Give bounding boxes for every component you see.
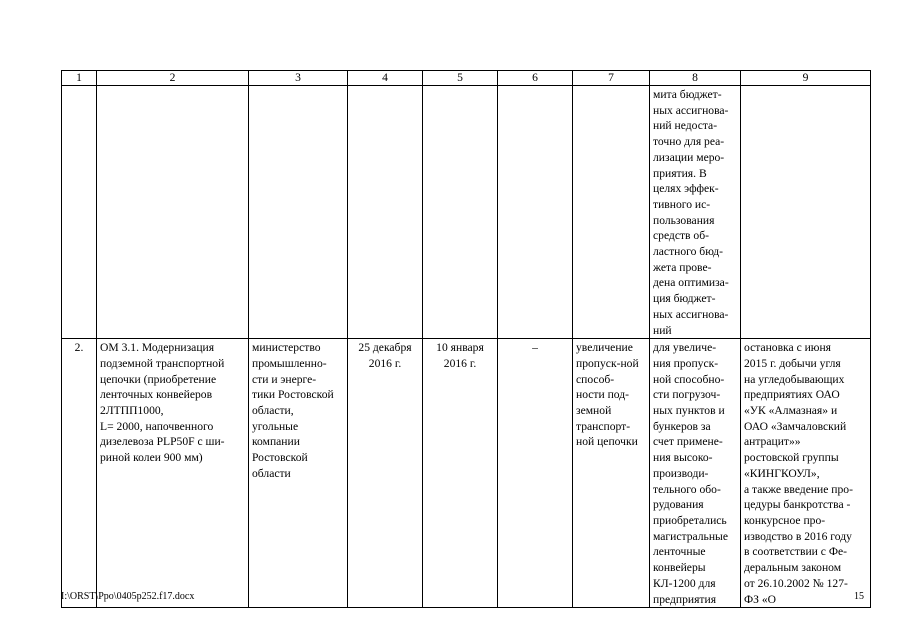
cell-text-line: ных пунктов и [653, 404, 725, 418]
cell-text-line: дизелевоза PLP50F с ши- [100, 435, 225, 449]
header-row [62, 71, 871, 86]
cell-text-line: конкурсное про- [744, 513, 826, 527]
cell-text-line: бункеров за [653, 419, 711, 433]
header-cell: 4 [348, 71, 423, 86]
table-row-continuation [62, 86, 871, 339]
cell-text-line: антрацит»» [744, 435, 801, 449]
cell-text-line: а также введение про- [744, 482, 853, 496]
cell-text-line: мита бюджет- [653, 88, 722, 101]
header-cell: 5 [423, 71, 498, 86]
cell-text-line: способ- [576, 372, 615, 386]
cell-text-line: ных ассигнова- [653, 307, 729, 321]
cell-text-line: «УК «Алмазная» и [744, 404, 838, 418]
cell-text-line: 2ЛТПП1000, [100, 404, 164, 418]
cell-text-line: ОАО «Замчаловский [744, 419, 847, 433]
cell-text-line: области [252, 466, 291, 480]
cell-text-line: приобретались [653, 513, 727, 527]
page-number: 15 [854, 591, 864, 602]
actual-date-cell [423, 339, 498, 608]
cell-text-line: ний недоста- [653, 119, 718, 133]
header-cell: 9 [741, 71, 871, 86]
cell-text-line: Ростовской [252, 451, 308, 465]
cell-text-line: жета прове- [653, 260, 712, 274]
cell-text-line: ной способно- [653, 372, 725, 386]
responsible-executor-cell [249, 339, 348, 608]
cell-text-line: тельного обо- [653, 482, 721, 496]
cell-text-line: конвейеры [653, 561, 706, 575]
cell-text-line: подземной транспортной [100, 356, 225, 370]
cell-text-line: сти и энерге- [252, 372, 317, 386]
cell-text-line: «КИНГКОУЛ», [744, 466, 820, 480]
cell-text-line: счет примене- [653, 435, 723, 449]
cell-text-line: магистральные [653, 529, 728, 543]
cell-text-line: тивного ис- [653, 197, 711, 211]
table-cell [741, 86, 871, 339]
cell-text-line: области, [252, 404, 294, 418]
cell-text-line: промышленно- [252, 356, 327, 370]
cell-text-line: риной колеи 900 мм) [100, 451, 203, 465]
table-row [62, 339, 871, 608]
table-cell [348, 86, 423, 339]
actual-result-cell [650, 339, 741, 608]
cell-text-line: предприятия [653, 592, 717, 606]
cell-text-line: ния пропуск- [653, 356, 719, 370]
table-cell [498, 86, 573, 339]
cell-text-line: ция бюджет- [653, 292, 716, 306]
cell-text-line: ний [653, 323, 672, 337]
cell-text-line: предприятиях ОАО [744, 388, 840, 402]
cell-text-line: 25 декабря [358, 341, 412, 355]
cell-text-line: пользования [653, 213, 715, 227]
cell-text-line: деральным законом [744, 561, 842, 575]
cell-text-line: ных ассигнова- [653, 103, 729, 117]
cell-text-line: КЛ-1200 для [653, 576, 716, 590]
cell-text-line: рудования [653, 498, 704, 512]
cell-text-line: остановка с июня [744, 341, 832, 355]
cell-text-line: ростовской группы [744, 451, 839, 465]
cell-text-line: угольные [252, 419, 299, 433]
cell-text-line: 2015 г. добычи угля [744, 356, 841, 370]
header-cell: 1 [62, 71, 97, 86]
cell-text-line: от 26.10.2002 № 127- [744, 576, 848, 590]
row-number: 2. [62, 339, 97, 608]
cell-text-line: средств об- [653, 229, 709, 243]
table-cell [97, 86, 249, 339]
cell-text-line: точно для реа- [653, 135, 725, 149]
table-cell [62, 86, 97, 339]
cell-text-line: ной цепочки [576, 435, 638, 449]
table-cell [423, 86, 498, 339]
cell-text-line: производи- [653, 466, 709, 480]
cell-text-line: целях эффек- [653, 182, 719, 196]
cell-text-line: земной [576, 404, 612, 418]
cell-text-line: дена оптимиза- [653, 276, 729, 290]
cell-text-line: тики Ростовской [252, 388, 334, 402]
cell-text-line: цепочки (приобретение [100, 372, 217, 386]
cell-text-line: L= 2000, напочвенного [100, 419, 214, 433]
cell-text-line: цедуры банкротства - [744, 498, 851, 512]
table-cell [249, 86, 348, 339]
cell-text-line: ОМ 3.1. Модернизация [100, 341, 215, 355]
cell-text-line: для увеличе- [653, 341, 717, 355]
header-cell: 7 [573, 71, 650, 86]
cell-text-line: изводство в 2016 году [744, 529, 852, 543]
cell-text-line: транспорт- [576, 419, 631, 433]
cell-text-line: 2016 г. [368, 356, 402, 370]
header-cell: 2 [97, 71, 249, 86]
planned-result-cell [573, 339, 650, 608]
cell-text-line: приятия. В [653, 166, 707, 180]
problems-cell [741, 339, 871, 608]
cell-text-line: ния высоко- [653, 451, 713, 465]
cell-text-line: 2016 г. [443, 356, 477, 370]
data-table [61, 70, 871, 608]
cell-text-line: ленточные [653, 545, 706, 559]
cell-text-line: лизации меро- [653, 150, 725, 164]
cell-text-line: сти погрузоч- [653, 388, 721, 402]
table-cell-reason [650, 86, 741, 339]
cell-text-line: ленточных конвейеров [100, 388, 213, 402]
cell-text-line: 10 января [436, 341, 484, 355]
cell-text-line: ластного бюд- [653, 245, 724, 259]
measure-name-cell [97, 339, 249, 608]
cell-text-line: пропуск-ной [576, 356, 639, 370]
cell-text-line: на угледобывающих [744, 372, 845, 386]
header-cell: 6 [498, 71, 573, 86]
cell-text-line: компании [252, 435, 300, 449]
header-cell: 3 [249, 71, 348, 86]
planned-date-cell [348, 339, 423, 608]
header-cell: 8 [650, 71, 741, 86]
cell-text-line: ФЗ «О [744, 592, 777, 606]
cell-text-line: министерство [252, 341, 321, 355]
cell-text-line: увеличение [576, 341, 633, 355]
footer-file-path: I:\ORST\Ppo\0405p252.f17.docx [61, 591, 195, 602]
cell-text-line: в соответствии с Фе- [744, 545, 847, 559]
cell-text-line: ности под- [576, 388, 630, 402]
dash-cell: – [498, 339, 573, 608]
table-cell [573, 86, 650, 339]
